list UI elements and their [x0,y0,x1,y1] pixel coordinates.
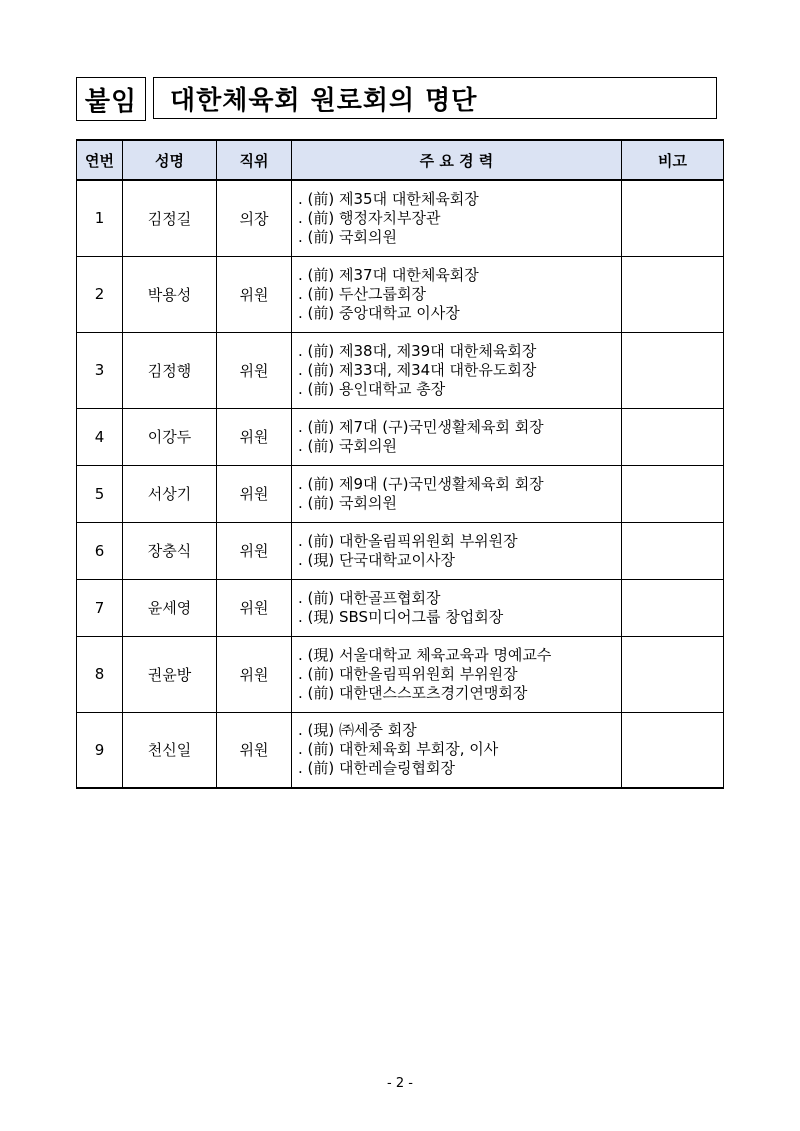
career-line: . (前) 대한레슬링협회장 [298,759,455,778]
row-career [292,256,622,332]
col-header-career: 주 요 경 력 [292,140,622,180]
row-no: 2 [77,256,123,332]
row-no: 4 [77,408,123,465]
row-note [622,408,724,465]
row-note [622,332,724,408]
career-line: . (前) 제7대 (구)국민생활체육회 회장 [298,417,544,436]
row-name: 권윤방 [123,636,217,712]
table-row [77,712,724,788]
table-row [77,180,724,256]
row-name: 이강두 [123,408,217,465]
row-career [292,332,622,408]
row-no: 1 [77,180,123,256]
career-line: . (現) 서울대학교 체육교육과 명예교수 [298,645,552,664]
row-name: 김정길 [123,180,217,256]
career-line: . (前) 국회의원 [298,436,397,455]
career-line: . (前) 제37대 대한체육회장 [298,265,479,284]
career-line: . (前) 중앙대학교 이사장 [298,303,460,322]
row-name: 천신일 [123,712,217,788]
career-line: . (現) SBS미디어그룹 창업회장 [298,607,504,626]
row-name: 장충식 [123,522,217,579]
row-career [292,465,622,522]
row-note [622,465,724,522]
row-position: 위원 [217,522,292,579]
row-career [292,522,622,579]
row-note [622,522,724,579]
row-position: 의장 [217,180,292,256]
row-note [622,256,724,332]
row-career [292,712,622,788]
table-row [77,256,724,332]
row-name: 윤세영 [123,579,217,636]
row-no: 7 [77,579,123,636]
document-header [76,77,717,121]
row-position: 위원 [217,256,292,332]
career-line: . (前) 대한골프협회장 [298,588,441,607]
career-line: . (前) 용인대학교 총장 [298,379,446,398]
row-no: 6 [77,522,123,579]
row-name: 서상기 [123,465,217,522]
career-line: . (前) 제38대, 제39대 대한체육회장 [298,341,537,360]
col-header-no: 연번 [77,140,123,180]
career-line: . (前) 국회의원 [298,493,397,512]
row-name: 김정행 [123,332,217,408]
career-line: . (前) 대한올림픽위원회 부위원장 [298,531,518,550]
col-header-name: 성명 [123,140,217,180]
career-line: . (前) 행정자치부장관 [298,208,441,227]
row-position: 위원 [217,636,292,712]
row-note [622,180,724,256]
row-name: 박용성 [123,256,217,332]
table-row [77,579,724,636]
row-career [292,579,622,636]
career-line: . (前) 대한올림픽위원회 부위원장 [298,664,518,683]
career-line: . (前) 대한댄스스포츠경기연맹회장 [298,683,528,702]
table-row [77,636,724,712]
row-position: 위원 [217,712,292,788]
row-position: 위원 [217,408,292,465]
table-header-row [77,140,724,180]
page-number: - 2 - [387,1076,413,1091]
member-table [76,139,724,789]
career-line: . (現) 단국대학교이사장 [298,550,455,569]
row-no: 9 [77,712,123,788]
row-no: 5 [77,465,123,522]
row-position: 위원 [217,465,292,522]
row-no: 3 [77,332,123,408]
attachment-tag: 붙임 [76,77,146,121]
row-note [622,579,724,636]
table-row [77,408,724,465]
table-row [77,332,724,408]
row-note [622,712,724,788]
row-career [292,180,622,256]
career-line: . (前) 제33대, 제34대 대한유도회장 [298,360,537,379]
table-row [77,522,724,579]
table-row [77,465,724,522]
career-line: . (前) 국회의원 [298,227,397,246]
row-position: 위원 [217,332,292,408]
row-career [292,408,622,465]
career-line: . (前) 두산그룹회장 [298,284,426,303]
col-header-position: 직위 [217,140,292,180]
career-line: . (前) 제9대 (구)국민생활체육회 회장 [298,474,544,493]
career-line: . (前) 제35대 대한체육회장 [298,189,479,208]
document-title: 대한체육회 원로회의 명단 [153,77,717,119]
career-line: . (前) 대한체육회 부회장, 이사 [298,740,499,759]
row-no: 8 [77,636,123,712]
row-note [622,636,724,712]
row-position: 위원 [217,579,292,636]
col-header-note: 비고 [622,140,724,180]
row-career [292,636,622,712]
career-line: . (現) ㈜세중 회장 [298,721,417,740]
